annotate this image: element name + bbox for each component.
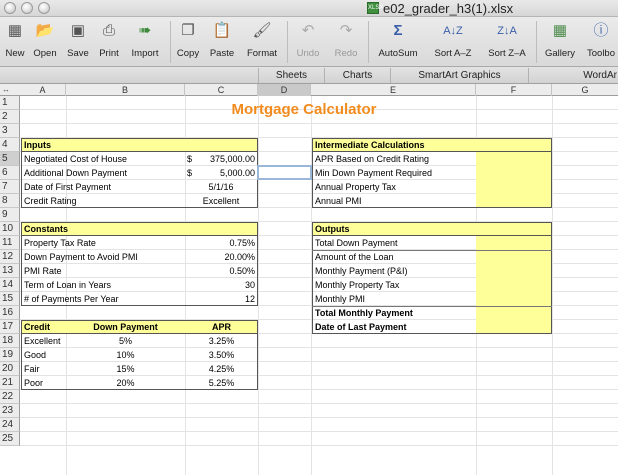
sort-az-label: Sort A–Z — [434, 48, 472, 59]
credit-table-header-apr: APR — [211, 322, 231, 332]
tab-charts[interactable]: Charts — [324, 68, 390, 83]
close-window-button[interactable] — [4, 2, 16, 14]
open-label: Open — [33, 48, 57, 59]
column-header-g[interactable]: G — [581, 85, 589, 95]
sort-za-icon: Z↓A — [497, 25, 517, 37]
sheet-title: Mortgage Calculator — [231, 101, 377, 118]
constant-label: Term of Loan in Years — [24, 280, 112, 290]
new-label: New — [5, 48, 25, 59]
gallery-label: Gallery — [544, 48, 576, 59]
undo-arrow-icon: ↶ — [301, 22, 315, 39]
standard-toolbar — [0, 17, 618, 67]
toolbar-separator — [368, 21, 369, 63]
row-header-8[interactable]: 8 — [0, 194, 20, 208]
down-payment-cell[interactable]: 20% — [116, 378, 135, 388]
column-header-d[interactable]: D — [258, 84, 311, 96]
printer-icon: ⎙ — [102, 22, 115, 39]
gridline — [552, 96, 553, 475]
credit-rating-cell[interactable]: Excellent — [24, 336, 61, 346]
row-header-7[interactable]: 7 — [0, 180, 20, 194]
row-header-15[interactable]: 15 — [0, 292, 20, 306]
intermediate-label: Annual PMI — [315, 196, 362, 206]
selected-cell-d5[interactable] — [257, 165, 312, 180]
new-button[interactable] — [2, 20, 28, 59]
toolbar-separator — [170, 21, 171, 63]
format-label: Format — [246, 48, 278, 59]
constant-value[interactable]: 20.00% — [224, 252, 255, 262]
column-header-f[interactable]: F — [476, 84, 552, 96]
autosum-label: AutoSum — [378, 48, 418, 59]
select-all-arrows-icon[interactable]: ↔ — [2, 85, 10, 94]
input-label: Negotiated Cost of House — [24, 154, 128, 164]
paste-label: Paste — [209, 48, 235, 59]
apr-cell[interactable]: 3.25% — [208, 336, 235, 346]
column-header-a[interactable]: A — [20, 84, 66, 96]
row-header-18[interactable]: 18 — [0, 334, 20, 348]
currency-symbol — [185, 194, 199, 208]
input-value[interactable]: 5/1/16 — [208, 182, 234, 192]
row-header-25[interactable]: 25 — [0, 432, 20, 446]
currency-symbol — [185, 180, 199, 194]
copy-icon: ❐ — [181, 22, 195, 39]
save-disk-icon: ▣ — [70, 22, 86, 39]
input-value[interactable]: 5,000.00 — [219, 168, 255, 178]
undo-button[interactable] — [291, 20, 325, 59]
row-header-21[interactable]: 21 — [0, 376, 20, 390]
row-header-14[interactable]: 14 — [0, 278, 20, 292]
outputs-header: Outputs — [315, 224, 350, 234]
apr-cell[interactable]: 4.25% — [208, 364, 235, 374]
print-button[interactable] — [95, 20, 123, 59]
row-header-24[interactable]: 24 — [0, 418, 20, 432]
row-header-1[interactable]: 1 — [0, 96, 20, 110]
redo-button[interactable] — [329, 20, 363, 59]
gridline — [258, 96, 259, 475]
row-header-4[interactable]: 4 — [0, 138, 20, 152]
constants-header: Constants — [24, 224, 69, 234]
row-header-11[interactable]: 11 — [0, 236, 20, 250]
output-label: Total Down Payment — [315, 238, 398, 248]
constant-label: Down Payment to Avoid PMI — [24, 252, 138, 262]
redo-arrow-icon: ↷ — [339, 22, 353, 39]
paste-clipboard-icon: 📋 — [212, 22, 232, 39]
constant-value[interactable]: 0.50% — [229, 266, 255, 276]
paintbrush-icon: 🖌 — [252, 22, 272, 39]
row-header-6[interactable]: 6 — [0, 166, 20, 180]
row-header-23[interactable]: 23 — [0, 404, 20, 418]
down-payment-cell[interactable]: 5% — [118, 336, 132, 346]
input-value[interactable]: Excellent — [202, 196, 240, 206]
sigma-icon: Σ — [393, 22, 403, 39]
toolbox-button[interactable] — [584, 20, 618, 59]
row-header-12[interactable]: 12 — [0, 250, 20, 264]
column-header-c[interactable]: C — [185, 84, 258, 96]
autosum-button[interactable] — [372, 20, 424, 59]
intermediate-header: Intermediate Calculations — [315, 140, 425, 150]
tab-sheets[interactable]: Sheets — [258, 68, 324, 83]
sort-ascending-button[interactable] — [428, 20, 478, 59]
copy-button[interactable] — [174, 20, 202, 59]
down-payment-cell[interactable]: 10% — [116, 350, 135, 360]
row-header-22[interactable]: 22 — [0, 390, 20, 404]
toolbox-icon: ⓘ — [593, 22, 609, 39]
ribbon-tab-bar — [0, 67, 618, 84]
open-folder-icon: 📂 — [35, 22, 55, 39]
output-total-label: Total Monthly Payment — [315, 308, 413, 318]
column-header-e[interactable]: E — [311, 84, 476, 96]
output-label: Amount of the Loan — [315, 252, 394, 262]
tab-smartart-graphics[interactable]: SmartArt Graphics — [390, 68, 528, 83]
constant-value[interactable]: 0.75% — [229, 238, 255, 248]
output-total-label: Date of Last Payment — [315, 322, 407, 332]
gallery-button[interactable] — [540, 20, 580, 59]
intermediate-label: Annual Property Tax — [315, 182, 396, 192]
format-painter-button[interactable] — [242, 20, 282, 59]
intermediate-label: APR Based on Credit Rating — [315, 154, 430, 164]
row-header-10[interactable]: 10 — [0, 222, 20, 236]
row-header-9[interactable]: 9 — [0, 208, 20, 222]
credit-table-header-credit: Credit — [24, 322, 51, 332]
currency-symbol: $ — [187, 168, 193, 178]
copy-label: Copy — [176, 48, 200, 59]
credit-rating-cell[interactable]: Fair — [24, 364, 40, 374]
undo-label: Undo — [296, 48, 320, 59]
window-title: e02_grader_h3(1).xlsx — [383, 1, 514, 16]
input-label: Additional Down Payment — [24, 168, 128, 178]
paste-button[interactable] — [206, 20, 238, 59]
excel-document-icon: XLSX — [367, 2, 379, 14]
input-label: Date of First Payment — [24, 182, 112, 192]
window-title-bar — [0, 0, 618, 17]
gridline — [20, 431, 618, 432]
credit-table-header-down-payment: Down Payment — [93, 322, 158, 332]
inputs-header: Inputs — [24, 140, 51, 150]
print-label: Print — [99, 48, 119, 59]
constant-value[interactable]: 30 — [244, 280, 255, 290]
constant-label: PMI Rate — [24, 266, 62, 276]
sort-az-icon: A↓Z — [443, 25, 463, 37]
constant-label: Property Tax Rate — [24, 238, 96, 248]
toolbar-separator — [287, 21, 288, 63]
row-header-19[interactable]: 19 — [0, 348, 20, 362]
row-header-17[interactable]: 17 — [0, 320, 20, 334]
credit-rating-cell[interactable]: Poor — [24, 378, 44, 388]
gridline — [20, 403, 618, 404]
spreadsheet-grid[interactable] — [0, 96, 618, 475]
open-button[interactable] — [30, 20, 60, 59]
gallery-grid-icon: ▦ — [552, 22, 568, 39]
output-label: Monthly Payment (P&I) — [315, 266, 408, 276]
row-header-5[interactable]: 5 — [0, 152, 20, 166]
apr-cell[interactable]: 3.50% — [208, 350, 235, 360]
intermediate-label: Min Down Payment Required — [315, 168, 433, 178]
output-label: Monthly Property Tax — [315, 280, 400, 290]
toolbar-separator — [536, 21, 537, 63]
input-value[interactable]: 375,000.00 — [209, 154, 255, 164]
toolbox-label: Toolbo — [587, 48, 615, 59]
row-header-2[interactable]: 2 — [0, 110, 20, 124]
tab-wordart[interactable]: WordAr — [528, 68, 618, 83]
gridline — [20, 445, 618, 446]
column-header-b[interactable]: B — [66, 84, 185, 96]
gridline — [20, 123, 618, 124]
import-icon: ➠ — [138, 22, 152, 39]
sort-descending-button[interactable] — [482, 20, 532, 59]
constant-label: # of Payments Per Year — [24, 294, 119, 304]
down-payment-cell[interactable]: 15% — [116, 364, 135, 374]
column-header-bar — [0, 84, 618, 96]
save-button[interactable] — [64, 20, 92, 59]
new-workbook-icon: ▦ — [7, 22, 23, 39]
sort-za-label: Sort Z–A — [488, 48, 526, 59]
credit-rating-cell[interactable]: Good — [24, 350, 47, 360]
apr-cell[interactable]: 5.25% — [208, 378, 235, 388]
zoom-window-button[interactable] — [38, 2, 50, 14]
row-header-13[interactable]: 13 — [0, 264, 20, 278]
output-label: Monthly PMI — [315, 294, 366, 304]
input-label: Credit Rating — [24, 196, 77, 206]
save-label: Save — [67, 48, 89, 59]
minimize-window-button[interactable] — [21, 2, 33, 14]
import-button[interactable] — [126, 20, 164, 59]
import-label: Import — [131, 48, 159, 59]
row-header-16[interactable]: 16 — [0, 306, 20, 320]
row-header-20[interactable]: 20 — [0, 362, 20, 376]
constant-value[interactable]: 12 — [244, 294, 255, 304]
gridline — [20, 417, 618, 418]
redo-label: Redo — [334, 48, 358, 59]
row-header-3[interactable]: 3 — [0, 124, 20, 138]
currency-symbol: $ — [187, 154, 193, 164]
